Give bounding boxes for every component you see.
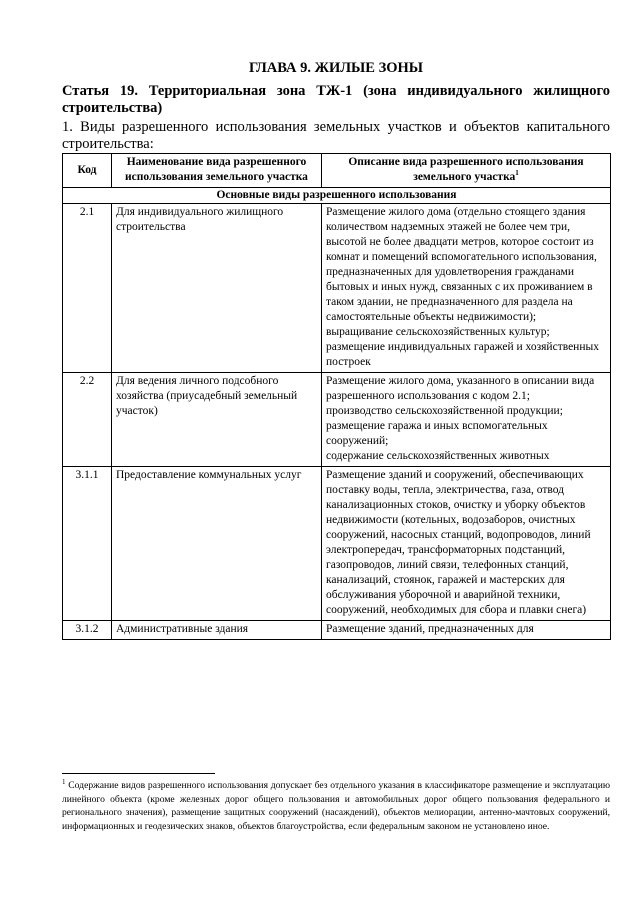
row-description [322, 373, 611, 467]
row-description [322, 621, 611, 640]
row-code: 3.1.1 [63, 467, 112, 621]
table-row [63, 621, 611, 640]
row-code: 3.1.2 [63, 621, 112, 640]
header-description [322, 154, 611, 188]
chapter-title: ГЛАВА 9. ЖИЛЫЕ ЗОНЫ [248, 60, 424, 76]
header-code: Код [63, 154, 112, 188]
footnote [62, 779, 610, 833]
row-name: Для ведения личного подсобного хозяйства (приусадебный земельный участок) [112, 373, 322, 467]
description-line: содержание сельскохозяйственных животных [326, 450, 550, 462]
footnote-ref[interactable]: 1 [515, 169, 519, 178]
description-line: Размещение зданий, предназначенных для [326, 623, 534, 635]
document-page [62, 60, 610, 640]
article-title: Статья 19. Территориальная зона ТЖ-1 (зона индивидуального жилищного строительства) [62, 83, 610, 116]
description-line: Размещение жилого дома, указанного в описании вида разрешенного использования с кодом 2.1; [326, 375, 595, 402]
section-title: Основные виды разрешенного использования [63, 188, 611, 204]
section-row [63, 188, 611, 204]
description-line: выращивание сельскохозяйственных культур; [326, 326, 550, 338]
row-code: 2.2 [63, 373, 112, 467]
intro-paragraph: 1. Виды разрешенного использования земельных участков и объектов капитального строительства: [62, 119, 610, 152]
header-name: Наименование вида разрешенного использования земельного участка [112, 154, 322, 188]
description-line: размещение индивидуальных гаражей и хозяйственных построек [326, 341, 599, 368]
footnote-text: Содержание видов разрешенного использования допускает без отдельного указания в классификаторе размещение и эксплуатацию линейного объекта (кроме железных дорог общего пользования и автомобильных дорог общего пользования федерального и регионального значения), размещение защитных сооружений (насаждений), объектов мелиорации, антенно-мачтовых сооружений, информационных и геодезических знаков, объектов благоустройства, если федеральным законом не установлено иное. [62, 780, 610, 832]
row-name: Для индивидуального жилищного строительства [112, 204, 322, 373]
footnote-divider [62, 773, 215, 774]
description-line: производство сельскохозяйственной продукции; [326, 405, 563, 417]
table-row [63, 467, 611, 621]
table-row [63, 373, 611, 467]
row-description [322, 204, 611, 373]
table-row [63, 204, 611, 373]
description-line: размещение гаража и иных вспомогательных сооружений; [326, 420, 548, 447]
footnote-marker: 1 [62, 777, 66, 786]
land-use-table [62, 153, 611, 640]
table-header-row [63, 154, 611, 188]
row-name: Предоставление коммунальных услуг [112, 467, 322, 621]
description-line: Размещение жилого дома (отдельно стоящего здания количеством надземных этажей не более чем три, высотой не более двадцати метров, которое состоит из комнат и помещений вспомогательного использования, предназначенных для удовлетворения гражданами бытовых и иных нужд, связанных с их проживанием в таком здании, не предназначенного для раздела на самостоятельные объекты недвижимости); [326, 206, 597, 323]
row-code: 2.1 [63, 204, 112, 373]
header-description-text: Описание вида разрешенного использования земельного участка [348, 156, 584, 183]
row-description [322, 467, 611, 621]
row-name: Административные здания [112, 621, 322, 640]
description-line: Размещение зданий и сооружений, обеспечивающих поставку воды, тепла, электричества, газа, отвод канализационных стоков, очистку и уборку объектов недвижимости (котельных, водозаборов, очистных сооружений, насосных станций, водопроводов, линий электропередач, трансформаторных подстанций, газопроводов, линий связи, телефонных станций, канализаций, стоянок, гаражей и мастерских для обслуживания уборочной и аварийной техники, сооружений, необходимых для сбора и плавки снега) [326, 469, 591, 616]
